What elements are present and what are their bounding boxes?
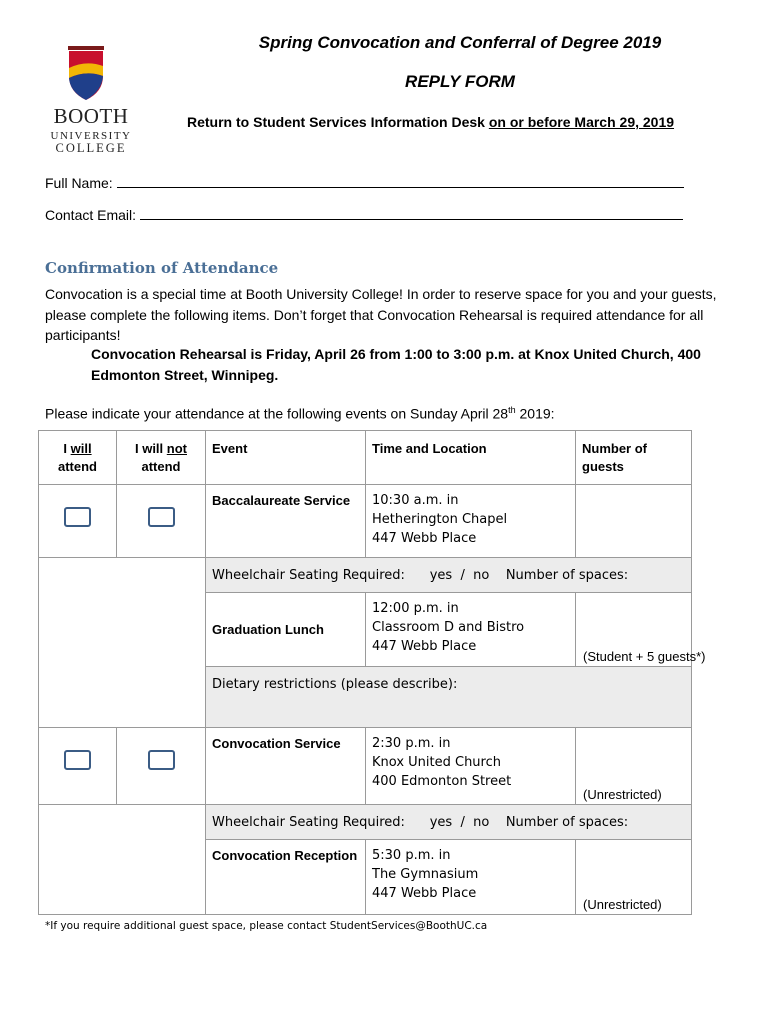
time-line: 12:00 p.m. in xyxy=(372,601,459,616)
blank-cell xyxy=(39,805,206,915)
table-row xyxy=(39,728,692,805)
will-prefix: I xyxy=(63,441,71,456)
dietary-restrictions[interactable]: Dietary restrictions (please describe): xyxy=(206,667,692,728)
will-attend-cell xyxy=(39,728,117,805)
will-not-attend-cell xyxy=(117,728,206,805)
event-name: Baccalaureate Service xyxy=(206,485,366,558)
baccalaureate-will-checkbox[interactable] xyxy=(64,507,91,527)
location-line: Classroom D and Bistro xyxy=(372,620,525,635)
address-line: 447 Webb Place xyxy=(372,886,477,901)
guests-cell[interactable] xyxy=(576,840,692,915)
indicate-prefix: Please indicate your attendance at the following events on Sunday April 28 xyxy=(45,405,509,422)
table-header-row xyxy=(39,431,692,485)
guest-limit: (Unrestricted) xyxy=(583,897,662,912)
time-line: 2:30 p.m. in xyxy=(372,736,451,751)
logo-sub2: COLLEGE xyxy=(55,141,127,155)
wheelchair-row[interactable]: Wheelchair Seating Required: yes / no Number of spaces: xyxy=(206,805,692,840)
location-line: Knox United Church xyxy=(372,755,501,770)
event-time-location xyxy=(366,728,576,805)
contact-email-label: Contact Email: xyxy=(45,207,137,223)
guest-limit: (Student + 5 guests*) xyxy=(583,649,706,664)
indicate-suffix: 2019: xyxy=(515,405,555,422)
logo-subtitle xyxy=(46,130,136,154)
event-name: Graduation Lunch xyxy=(206,593,366,667)
guests-cell[interactable] xyxy=(576,728,692,805)
time-line: 5:30 p.m. in xyxy=(372,848,451,863)
guest-limit: (Unrestricted) xyxy=(583,787,662,802)
form-title: Spring Convocation and Conferral of Degree 2019 xyxy=(258,33,662,52)
willnot-underlined: not xyxy=(166,441,187,456)
time-line: 10:30 a.m. in xyxy=(372,493,459,508)
logo-sub1: UNIVERSITY xyxy=(50,130,132,142)
return-deadline: on or before March 29, 2019 xyxy=(488,114,675,130)
guests-cell[interactable] xyxy=(576,593,706,667)
blank-cell xyxy=(39,558,206,728)
convocation-will-checkbox[interactable] xyxy=(64,750,91,770)
will-attend-cell xyxy=(39,485,117,558)
event-time-location xyxy=(366,485,576,558)
header-event: Event xyxy=(206,431,366,485)
event-time-location xyxy=(366,840,576,915)
event-name: Convocation Reception xyxy=(206,840,366,915)
form-subtitle: REPLY FORM xyxy=(405,72,515,91)
address-line: 400 Edmonton Street xyxy=(372,774,512,789)
header-guests: Number of guests xyxy=(576,431,692,485)
will-not-attend-cell xyxy=(117,485,206,558)
table-row xyxy=(39,485,692,558)
event-time-location xyxy=(366,593,576,667)
location-line: The Gymnasium xyxy=(372,867,479,882)
contact-email-line[interactable] xyxy=(140,207,683,220)
footnote: *If you require additional guest space, please contact StudentServices@BoothUC.ca xyxy=(45,920,488,932)
address-line: 447 Webb Place xyxy=(372,639,477,654)
table-row xyxy=(39,558,692,593)
will-suffix: attend xyxy=(58,459,97,474)
full-name-label: Full Name: xyxy=(45,175,113,191)
rehearsal-notice: Convocation Rehearsal is Friday, April 26 from 1:00 to 3:00 p.m. at Knox United Church, 400 Edmonton Street, Winnipeg. xyxy=(91,346,701,383)
section-heading: Confirmation of Attendance xyxy=(45,259,279,277)
intro-paragraph: Convocation is a special time at Booth University College! In order to reserve space for you and your guests, please complete the following items. Don’t forget that Convocation Rehearsal is required attendance for all participants! xyxy=(45,286,717,343)
attendance-instruction xyxy=(45,405,555,422)
guests-cell[interactable] xyxy=(576,485,692,558)
willnot-suffix: attend xyxy=(141,459,181,474)
wheelchair-row[interactable]: Wheelchair Seating Required: yes / no Number of spaces: xyxy=(206,558,692,593)
full-name-field[interactable] xyxy=(45,175,684,191)
events-table xyxy=(38,430,706,915)
shield-crest-icon xyxy=(66,46,106,101)
logo-name: BOOTH xyxy=(53,104,129,128)
table-row xyxy=(39,805,692,840)
full-name-line[interactable] xyxy=(117,175,684,188)
location-line: Hetherington Chapel xyxy=(372,512,508,527)
header-will-not-attend xyxy=(117,431,206,485)
event-name: Convocation Service xyxy=(206,728,366,805)
return-prefix: Return to Student Services Information Desk xyxy=(187,114,489,130)
convocation-willnot-checkbox[interactable] xyxy=(148,750,175,770)
header-will-attend xyxy=(39,431,117,485)
contact-email-field[interactable] xyxy=(45,207,683,223)
baccalaureate-willnot-checkbox[interactable] xyxy=(148,507,175,527)
willnot-prefix: I will xyxy=(134,441,167,456)
indicate-sup: th xyxy=(508,405,516,415)
header-time-location: Time and Location xyxy=(366,431,576,485)
booth-logo xyxy=(46,44,136,156)
return-instruction xyxy=(187,114,674,130)
will-underlined: will xyxy=(70,441,92,456)
address-line: 447 Webb Place xyxy=(372,531,477,546)
